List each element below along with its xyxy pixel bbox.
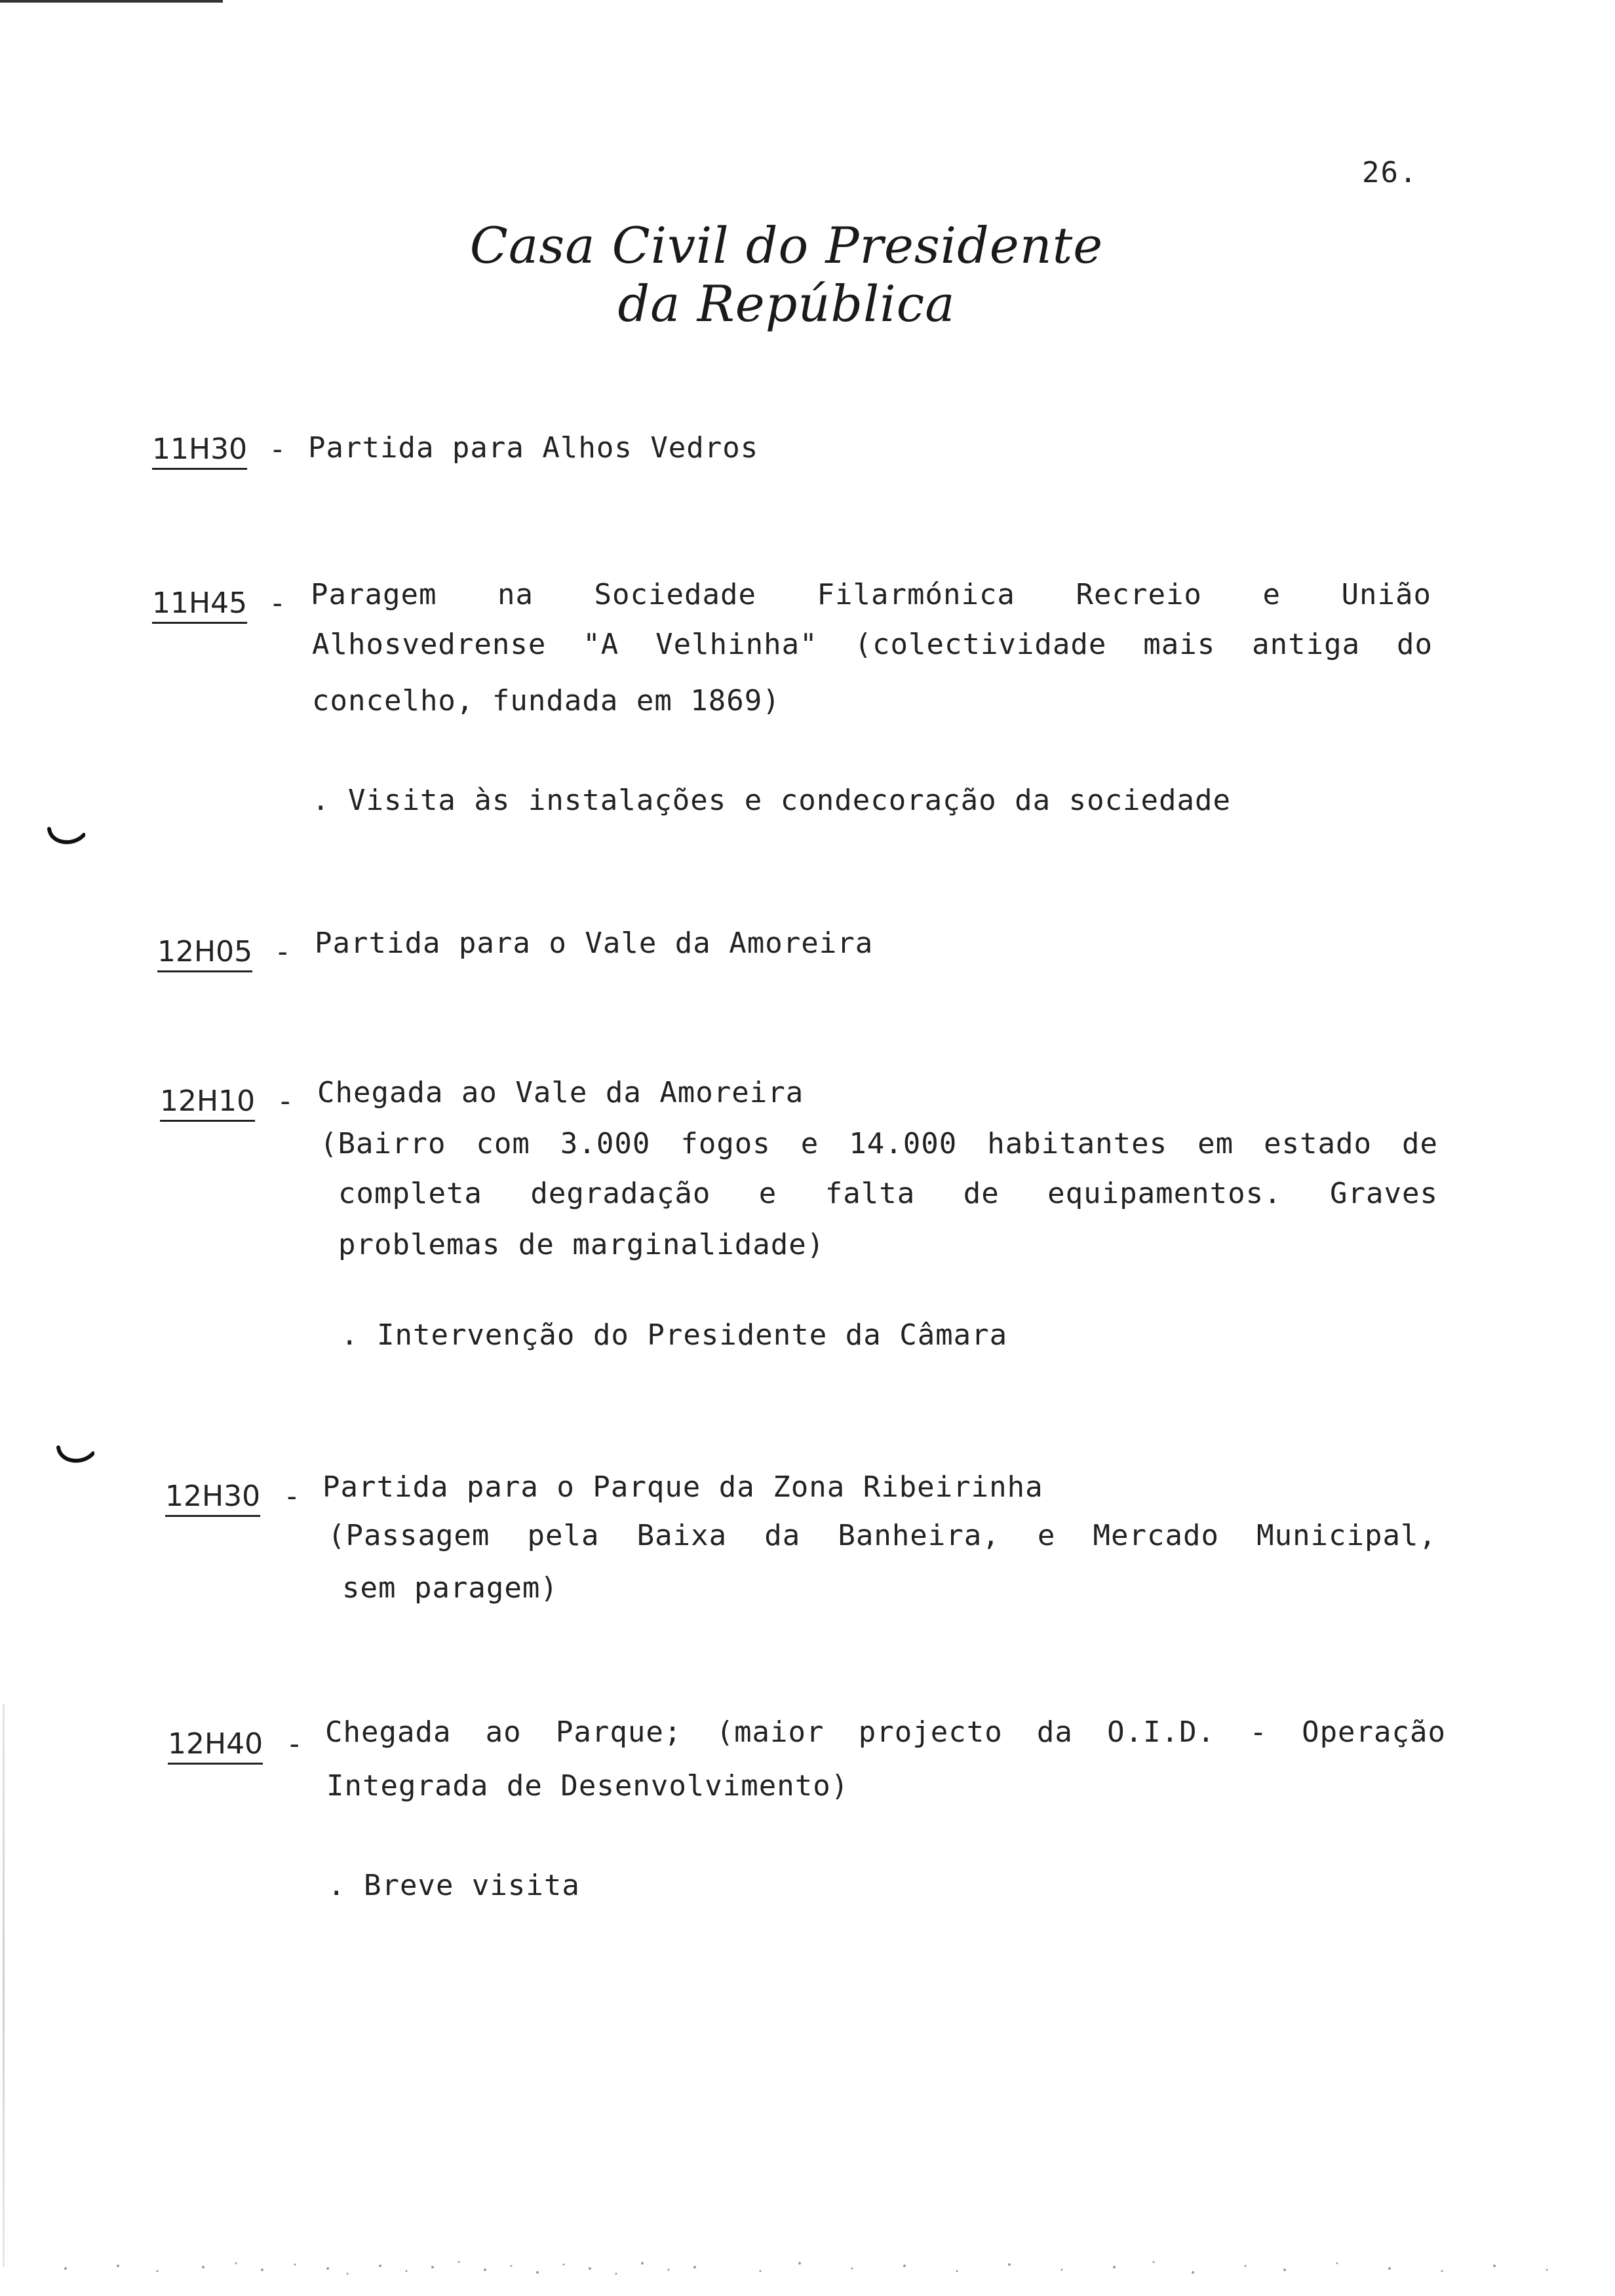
- entry-time: 12H05: [157, 935, 253, 968]
- entry-line: Chegada ao Parque; (maior projecto da O.I.D. - Operação: [325, 1715, 1446, 1749]
- entry-line: (Bairro com 3.000 fogos e 14.000 habitantes em estado de: [320, 1127, 1438, 1160]
- letterhead: Casa Civil do Presidente da República: [469, 216, 1104, 333]
- scan-noise: [39, 2254, 1573, 2280]
- scan-edge-shadow: [3, 1704, 5, 2267]
- entry-time: 12H30: [165, 1480, 261, 1513]
- entry-dash: -: [286, 1727, 303, 1761]
- entry-line: completa degradação e falta de equipamentos. Graves: [338, 1177, 1438, 1210]
- entry-line: Integrada de Desenvolvimento): [326, 1769, 849, 1803]
- entry-time: 12H40: [168, 1727, 263, 1761]
- entry-line: Paragem na Sociedade Filarmónica Recreio e União: [311, 578, 1431, 611]
- entry-line: Chegada ao Vale da Amoreira: [317, 1076, 804, 1109]
- entry-time: 11H45: [152, 586, 248, 620]
- entry-line: Partida para o Parque da Zona Ribeirinha: [322, 1470, 1043, 1504]
- entry-time: 11H30: [152, 432, 248, 466]
- entry-dash: -: [269, 586, 286, 620]
- bullet-item: . Visita às instalações e condecoração da sociedade: [312, 784, 1232, 817]
- bullet-item: . Breve visita: [328, 1869, 580, 1902]
- bullet-item: . Intervenção do Presidente da Câmara: [341, 1318, 1008, 1352]
- entry-dash: -: [277, 1084, 294, 1118]
- page-number: 26.: [1362, 156, 1418, 189]
- top-rule: [0, 0, 223, 3]
- entry-line: Partida para Alhos Vedros: [308, 431, 759, 465]
- margin-check-mark: [47, 827, 85, 847]
- entry-dash: -: [274, 935, 292, 968]
- entry-line: concelho, fundada em 1869): [312, 684, 781, 718]
- entry-line: Partida para o Vale da Amoreira: [315, 927, 874, 960]
- entry-line: Alhosvedrense "A Velhinha" (colectividade mais antiga do: [312, 628, 1433, 661]
- entry-line: sem paragem): [342, 1571, 558, 1605]
- entry-line: problemas de marginalidade): [338, 1228, 825, 1261]
- entry-dash: -: [283, 1480, 301, 1513]
- entry-time: 12H10: [160, 1084, 256, 1118]
- entry-line: (Passagem pela Baixa da Banheira, e Mercado Municipal,: [328, 1519, 1437, 1552]
- margin-check-mark: [56, 1445, 94, 1465]
- entry-dash: -: [269, 432, 286, 466]
